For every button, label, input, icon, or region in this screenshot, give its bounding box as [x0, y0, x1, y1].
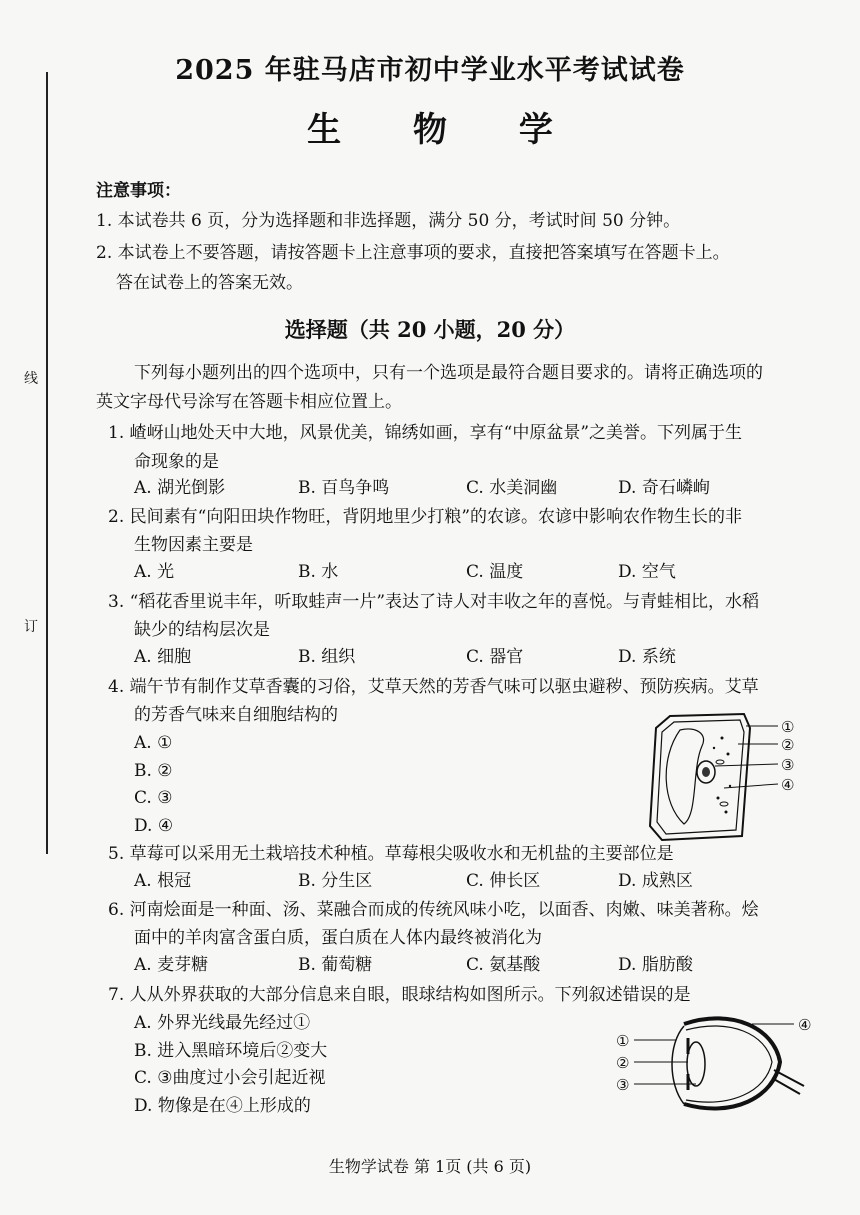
- notice-item-2-cont: 答在试卷上的答案无效。: [116, 273, 303, 293]
- question-3-option-c: C. 器官: [466, 647, 524, 667]
- question-4-option-a: A. ①: [134, 733, 173, 753]
- question-6-option-d: D. 脂肪酸: [618, 955, 693, 975]
- question-1-option-d: D. 奇石嶙峋: [618, 478, 710, 498]
- question-2-option-a: A. 光: [134, 562, 175, 582]
- question-1-option-a: A. 湖光倒影: [134, 478, 226, 498]
- question-3-option-a: A. 细胞: [134, 647, 192, 667]
- question-7-option-b: B. 进入黑暗环境后②变大: [134, 1041, 328, 1061]
- question-6-line-1: 6. 河南烩面是一种面、汤、菜融合而成的传统风味小吃，以面香、肉嫩、味美著称。烩: [108, 900, 759, 920]
- question-7-option-d: D. 物像是在④上形成的: [134, 1096, 311, 1116]
- question-7-option-c: C. ③曲度过小会引起近视: [134, 1068, 326, 1088]
- exam-title: 2025 年驻马店市初中学业水平考试试卷: [175, 55, 685, 86]
- section-instruction-1: 下列每小题列出的四个选项中，只有一个选项是最符合题目要求的。请将正确选项的: [134, 363, 763, 383]
- eye-label-2: ②: [616, 1054, 630, 1072]
- notice-item-1: 1. 本试卷共 6 页，分为选择题和非选择题，满分 50 分，考试时间 50 分钟。: [96, 211, 681, 231]
- question-4-option-d: D. ④: [134, 816, 174, 836]
- question-6-option-b: B. 葡萄糖: [298, 955, 373, 975]
- question-5-option-d: D. 成熟区: [618, 871, 693, 891]
- eyeball-diagram: [612, 1010, 822, 1120]
- question-5-option-b: B. 分生区: [298, 871, 373, 891]
- question-4-option-c: C. ③: [134, 788, 173, 808]
- cell-label-4: ④: [781, 776, 795, 794]
- question-2-option-c: C. 温度: [466, 562, 524, 582]
- question-3-option-d: D. 系统: [618, 647, 676, 667]
- question-3-line-2: 缺少的结构层次是: [134, 620, 270, 640]
- subject-title: 生 物 学: [307, 110, 583, 150]
- section-instruction-2: 英文字母代号涂写在答题卡相应位置上。: [96, 392, 402, 412]
- section-title: 选择题（共 20 小题，20 分）: [284, 317, 576, 342]
- question-4-line-1: 4. 端午节有制作艾草香囊的习俗，艾草天然的芳香气味可以驱虫避秽、预防疾病。艾草: [108, 677, 759, 697]
- question-3-line-1: 3. “稻花香里说丰年，听取蛙声一片”表达了诗人对丰收之年的喜悦。与青蛙相比，水稻: [108, 592, 760, 612]
- question-2-option-d: D. 空气: [618, 562, 676, 582]
- cell-label-3: ③: [781, 756, 795, 774]
- question-4-option-b: B. ②: [134, 761, 173, 781]
- notice-heading: 注意事项：: [96, 181, 181, 201]
- cell-label-1: ①: [781, 718, 795, 736]
- binding-line: [46, 72, 48, 854]
- question-3-option-b: B. 组织: [298, 647, 356, 667]
- question-5-option-a: A. 根冠: [134, 871, 192, 891]
- question-6-option-a: A. 麦芽糖: [134, 955, 209, 975]
- question-1-option-b: B. 百鸟争鸣: [298, 478, 390, 498]
- cell-label-2: ②: [781, 736, 795, 754]
- question-7-line-1: 7. 人从外界获取的大部分信息来自眼，眼球结构如图所示。下列叙述错误的是: [108, 985, 691, 1005]
- question-5-line-1: 5. 草莓可以采用无土栽培技术种植。草莓根尖吸收水和无机盐的主要部位是: [108, 844, 674, 864]
- question-7-option-a: A. 外界光线最先经过①: [134, 1013, 311, 1033]
- question-2-line-1: 2. 民间素有“向阳田块作物旺，背阴地里少打粮”的农谚。农谚中影响农作物生长的非: [108, 507, 743, 527]
- plant-cell-diagram: [640, 708, 810, 846]
- question-1-option-c: C. 水美洞幽: [466, 478, 558, 498]
- question-6-option-c: C. 氨基酸: [466, 955, 541, 975]
- margin-char-top: 线: [24, 371, 38, 387]
- margin-char-bottom: 订: [24, 619, 38, 635]
- question-5-option-c: C. 伸长区: [466, 871, 541, 891]
- question-2-option-b: B. 水: [298, 562, 339, 582]
- eye-label-1: ①: [616, 1032, 630, 1050]
- question-4-line-2: 的芳香气味来自细胞结构的: [134, 705, 338, 725]
- question-6-line-2: 面中的羊肉富含蛋白质，蛋白质在人体内最终被消化为: [134, 928, 542, 948]
- notice-item-2: 2. 本试卷上不要答题，请按答题卡上注意事项的要求，直接把答案填写在答题卡上。: [96, 243, 730, 263]
- eye-label-4: ④: [798, 1016, 812, 1034]
- question-2-line-2: 生物因素主要是: [134, 535, 253, 555]
- eye-label-3: ③: [616, 1076, 630, 1094]
- question-1-line-1: 1. 嵖岈山地处天中大地，风景优美，锦绣如画，享有“中原盆景”之美誉。下列属于生: [108, 423, 743, 443]
- page-footer: 生物学试卷 第 1页 (共 6 页): [328, 1157, 532, 1176]
- question-1-line-2: 命现象的是: [134, 452, 219, 472]
